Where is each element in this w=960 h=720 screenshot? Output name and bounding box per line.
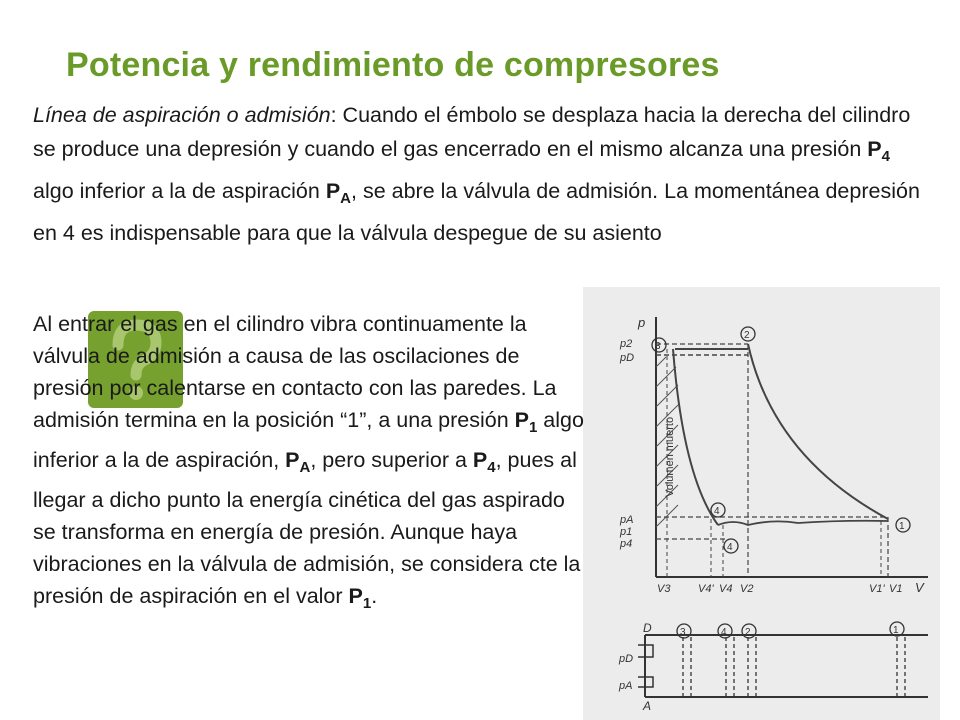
text: , se abre la válvula de admisión. La momentánea depresión en 4 es indispensable para que la válvula despegue de su asiento: [33, 179, 920, 245]
label-dead-volume: Volumen muerto: [664, 416, 676, 497]
pv-diagram-figure: [583, 287, 940, 720]
valve-pa-label: pA: [619, 680, 633, 692]
axis-p-label: p: [638, 315, 646, 330]
schematic-3: 3: [680, 627, 686, 638]
symbol-pa: $P_A$: [325, 179, 351, 207]
point-2: 2: [744, 330, 750, 341]
text: .: [371, 584, 378, 608]
label-p4: p4: [620, 538, 633, 550]
paragraph-aspiration: [33, 98, 933, 250]
symbol-pa: $P_A$: [285, 448, 311, 476]
text: : Cuando el émbolo se desplaza hacia la derecha del cilindro se produce una depresión y cuando el gas encerrado en el mismo alcanza una presión: [33, 103, 911, 161]
label-v2: V2: [740, 583, 754, 595]
label-p2: p2: [620, 338, 633, 350]
text: algo inferior a la de aspiración: [33, 179, 326, 203]
point-3: 3: [655, 341, 661, 352]
symbol-p1: $P_1$: [348, 584, 372, 612]
label-pa: pA: [620, 514, 634, 526]
label-pd: pD: [620, 352, 635, 364]
valve-a-label: A: [643, 699, 652, 713]
symbol-p4: $P_4$: [472, 448, 496, 476]
text: algo inferior a la de aspiración,: [33, 408, 584, 472]
term-aspiration-line: Línea de aspiración o admisión: [33, 103, 331, 127]
expansion-curve: [673, 349, 718, 525]
label-v4: V4: [719, 583, 733, 595]
valve-pd-label: pD: [619, 653, 634, 665]
valve-d-label: D: [643, 621, 652, 635]
schematic-4: 4: [721, 627, 727, 638]
text: , pero superior a: [310, 448, 473, 472]
label-v3: V3: [657, 583, 671, 595]
symbol-p4: $P_4$: [867, 137, 890, 165]
text: Al entrar el gas en el cilindro vibra continuamente la válvula de admisión a causa de las oscilaciones de presión por calentarse en contacto con las paredes. La admisión termina en la posición “1”, a una presión: [33, 312, 557, 432]
point-4: 4: [714, 506, 720, 517]
slide-title: Potencia y rendimiento de compresores: [66, 46, 720, 84]
schematic-1: 1: [893, 625, 899, 636]
label-p1: p1: [620, 526, 633, 538]
label-v1: V1: [889, 583, 903, 595]
schematic-2: 2: [745, 627, 751, 638]
axis-v-label: V: [915, 580, 924, 595]
paragraph-admission: [33, 308, 593, 620]
point-1: 1: [899, 521, 905, 532]
text: , pues al llegar a dicho punto la energía cinética del gas aspirado se transforma en energía de presión. Aunque haya vibraciones en la válvula de admisión, se considera cte la presión de aspiración en el valor: [33, 448, 581, 608]
label-v4p: V4': [698, 583, 714, 595]
symbol-p1: $P_1$: [514, 408, 538, 436]
label-v1p: V1': [869, 583, 885, 595]
admission-line: [718, 521, 888, 525]
compression-curve: [748, 344, 888, 519]
point-4-prime: 4: [727, 542, 733, 553]
